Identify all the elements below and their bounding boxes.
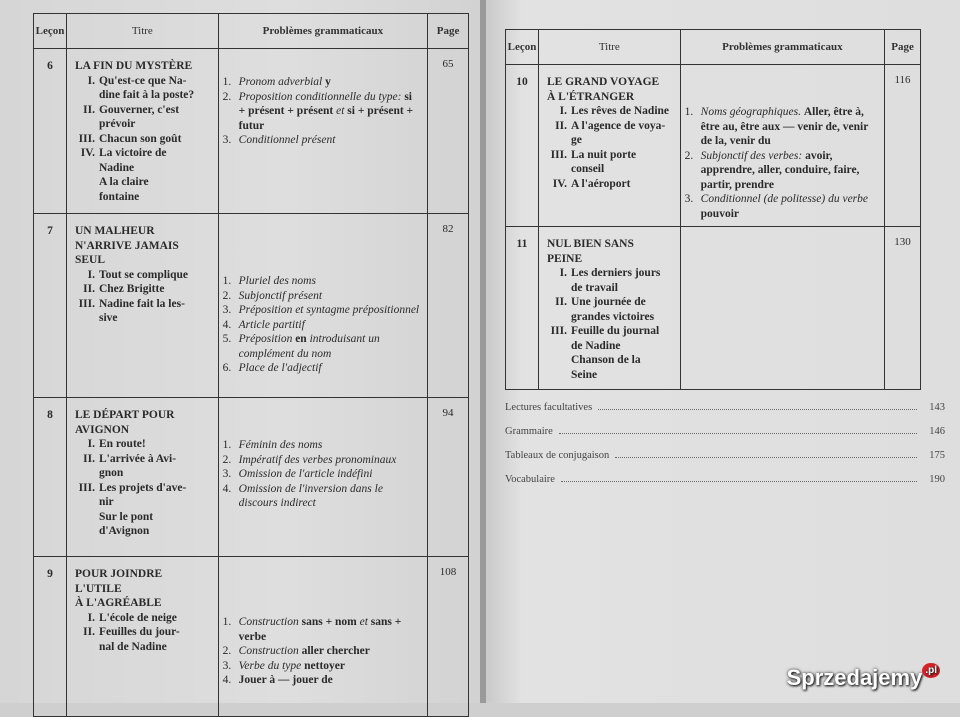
grammar-item-text: [239, 673, 333, 688]
grammar-text-segment: Construction: [238, 616, 302, 628]
lesson-section: [75, 452, 214, 481]
lesson-heading-line: À L'AGRÉABLE: [74, 597, 162, 609]
lesson-section: [75, 481, 214, 539]
appendix-page: 146: [929, 426, 945, 437]
lesson-section: [75, 611, 214, 626]
section-title: [571, 104, 669, 119]
grammar-item-number: 3.: [222, 304, 232, 316]
lesson-number: 11: [506, 227, 539, 390]
dot-leader: [598, 409, 917, 410]
section-title-line: L'arrivée à Avi-: [98, 452, 177, 465]
section-title-line: Seine: [570, 368, 598, 381]
grammar-text-segment: nettoyer: [304, 659, 345, 672]
lesson-heading-line: LE GRAND VOYAGE: [546, 76, 660, 88]
grammar-item-text: [239, 644, 370, 659]
appendix-entry: [505, 450, 945, 461]
grammar-item: [223, 615, 421, 644]
section-title: [99, 437, 146, 452]
section-title-line: Feuille du journal: [570, 325, 660, 337]
grammar-item: [223, 361, 421, 376]
section-title: [571, 148, 636, 177]
section-title-line: Chez Brigitte: [98, 283, 165, 295]
section-title-line: dine fait à la poste?: [98, 89, 195, 101]
grammar-text-segment: Aller, être à, être au, être aux — venir de, venir de la, venir du: [700, 106, 869, 147]
section-title-line: fontaine: [98, 190, 140, 203]
lesson-row: [34, 398, 469, 557]
grammar-item: [223, 289, 421, 304]
lesson-section: [75, 437, 214, 452]
grammar-text-segment: si + présent + futur: [238, 105, 414, 132]
lesson-page-number: 65: [428, 49, 469, 214]
section-title-line: conseil: [570, 163, 605, 175]
lesson-heading-line: N'ARRIVE JAMAIS: [74, 239, 179, 252]
grammar-item: [223, 453, 421, 468]
lesson-title: [66, 49, 218, 214]
section-title-line: nir: [98, 496, 114, 508]
table-header: [34, 14, 469, 49]
section-numeral: II.: [83, 452, 95, 465]
grammar-item-number: 2.: [684, 149, 694, 162]
grammar-text-segment: Noms géographiques.: [700, 106, 804, 118]
section-numeral: I.: [87, 268, 95, 281]
grammar-text-segment: Pluriel des noms: [238, 275, 316, 287]
grammar-item-number: 4.: [222, 482, 232, 495]
grammar-item: [685, 105, 878, 149]
section-numeral: I.: [87, 611, 95, 624]
grammar-item-text: [239, 318, 305, 333]
lesson-page-number: 108: [428, 557, 469, 717]
section-title-line: prévoir: [98, 118, 136, 130]
section-numeral: IV.: [552, 177, 567, 190]
grammar-item-number: 2.: [222, 90, 232, 103]
section-numeral: I.: [87, 74, 95, 87]
lesson-number: 10: [506, 65, 539, 227]
lesson-section: [75, 132, 214, 147]
grammar-text-segment: et: [336, 105, 348, 117]
grammar-text-segment: pouvoir: [700, 207, 739, 220]
grammar-item-number: 2.: [222, 645, 232, 657]
section-title-line: grandes victoires: [570, 310, 655, 323]
watermark-text: Sprzedajemy: [786, 665, 923, 690]
lesson-heading-line: L'UTILE: [74, 582, 122, 595]
section-title: [99, 297, 185, 326]
grammar-item-number: 3.: [222, 468, 232, 480]
grammar-text-segment: Jouer à — jouer de: [238, 674, 333, 686]
lesson-section: [75, 74, 214, 103]
grammar-text-segment: Construction: [238, 645, 302, 657]
grammar-item: [223, 75, 421, 90]
grammar-item: [223, 90, 421, 134]
section-title-line: Les rêves de Nadine: [570, 105, 670, 117]
header-problemes: Problèmes grammaticaux: [218, 14, 427, 49]
grammar-item-text: [239, 438, 323, 453]
appendix-label: Vocabulaire: [505, 474, 555, 485]
section-title-line: Les derniers jours: [570, 267, 661, 279]
lesson-row: [34, 214, 469, 398]
grammar-item: [223, 303, 421, 318]
grammar-text-segment: introduisant un complément du nom: [238, 333, 380, 360]
section-numeral: III.: [78, 132, 95, 145]
appendix-page: 190: [929, 474, 945, 485]
section-numeral: III.: [78, 297, 95, 310]
section-title: [99, 481, 186, 539]
section-title-line: Chanson de la: [570, 354, 641, 366]
grammar-item-number: 4.: [222, 674, 232, 686]
lesson-number: 7: [34, 214, 67, 398]
grammar-text-segment: Conditionnel (de politesse) du verbe: [700, 193, 869, 205]
grammar-text-segment: Impératif des verbes pronominaux: [238, 453, 397, 466]
section-title: [99, 74, 194, 103]
grammar-item-number: 2.: [222, 289, 232, 302]
grammar-item-text: [239, 361, 322, 376]
grammar-item-number: 3.: [222, 659, 232, 672]
lesson-title: [66, 398, 218, 557]
section-title-line: Les projets d'ave-: [98, 481, 187, 494]
section-title-line: A l'aéroport: [570, 177, 631, 190]
grammar-text-segment: en: [295, 333, 307, 345]
grammar-item-number: 5.: [222, 333, 232, 345]
grammar-text-segment: aller chercher: [301, 645, 370, 657]
lesson-section: [75, 103, 214, 132]
grammar-item-text: [239, 453, 397, 468]
section-title-line: Qu'est-ce que Na-: [98, 74, 187, 87]
section-title-line: Sur le pont: [98, 510, 154, 523]
lesson-page-number: 116: [885, 65, 921, 227]
grammar-item-text: [239, 274, 316, 289]
lesson-title: [538, 65, 680, 227]
grammar-text-segment: Pronom adverbial: [238, 76, 326, 88]
grammar-item-text: [239, 75, 331, 90]
grammar-item-text: [701, 192, 878, 221]
lesson-number: 6: [34, 49, 67, 214]
section-title-line: L'école de neige: [98, 611, 177, 624]
appendix-entry: [505, 426, 945, 437]
grammar-item-text: [239, 289, 322, 304]
lesson-row: [506, 227, 921, 390]
section-numeral: III.: [550, 148, 567, 161]
appendix-entry: [505, 474, 945, 485]
grammar-item: [685, 149, 878, 193]
section-title: [571, 119, 665, 148]
section-title-line: La victoire de: [98, 147, 167, 159]
section-numeral: II.: [555, 296, 567, 308]
watermark-logo: [787, 665, 940, 691]
grammar-item-number: 1.: [222, 275, 232, 287]
lesson-title: [66, 557, 218, 717]
lesson-heading-line: LE DÉPART POUR: [74, 409, 175, 421]
section-title: [571, 177, 631, 192]
grammar-item: [223, 482, 421, 511]
appendix-label: Grammaire: [505, 426, 553, 437]
grammar-text-segment: Subjonctif des verbes:: [700, 149, 806, 162]
appendix-label: Tableaux de conjugaison: [505, 450, 610, 461]
lesson-title: [66, 214, 218, 398]
grammar-item-text: [239, 133, 336, 148]
dot-leader: [561, 481, 917, 482]
watermark-suffix: .pl: [922, 663, 940, 678]
lesson-heading-line: SEUL: [74, 254, 106, 266]
lesson-page-number: 130: [885, 227, 921, 390]
section-title: [571, 324, 659, 382]
grammar-text-segment: Préposition: [238, 333, 296, 345]
section-title-line: d'Avignon: [98, 525, 150, 537]
lesson-section: [75, 297, 214, 326]
lesson-page-number: 82: [428, 214, 469, 398]
section-numeral: I.: [559, 267, 567, 279]
grammar-text-segment: si + présent + présent: [238, 90, 412, 117]
grammar-text-segment: sans + nom: [301, 616, 360, 628]
grammar-problems: [218, 214, 427, 398]
grammar-problems: [680, 65, 884, 227]
section-title-line: sive: [98, 312, 118, 324]
grammar-text-segment: Verbe du type: [238, 659, 305, 672]
lesson-title: [538, 227, 680, 390]
grammar-item-number: 6.: [222, 362, 232, 374]
grammar-item: [223, 274, 421, 289]
lesson-number: 8: [34, 398, 67, 557]
lesson-section: [547, 148, 676, 177]
grammar-text-segment: avoir, apprendre, aller, conduire, faire, partir, prendre: [700, 149, 860, 191]
section-numeral: IV.: [80, 147, 95, 159]
lesson-heading-line: POUR JOINDRE: [74, 568, 163, 580]
header-lecon: Leçon: [34, 14, 67, 49]
section-title-line: ge: [570, 134, 582, 146]
lesson-section: [547, 104, 676, 119]
appendix-page: 175: [929, 450, 945, 461]
lesson-section: [547, 324, 676, 382]
grammar-item: [685, 192, 878, 221]
section-title: [99, 282, 164, 297]
lesson-page-number: 94: [428, 398, 469, 557]
grammar-text-segment: Place de l'adjectif: [238, 362, 322, 374]
lesson-heading-line: PEINE: [546, 252, 583, 265]
grammar-text-segment: Subjonctif présent: [238, 289, 323, 302]
grammar-item-number: 1.: [222, 439, 232, 451]
grammar-item-number: 4.: [222, 318, 232, 331]
grammar-problems: [680, 227, 884, 390]
header-titre: Titre: [66, 14, 218, 49]
section-title-line: Chacun son goût: [98, 132, 182, 145]
grammar-item-number: 1.: [222, 76, 232, 88]
header-problemes: Problèmes grammaticaux: [680, 30, 884, 65]
grammar-item-number: 1.: [684, 106, 694, 118]
grammar-item-text: [701, 149, 878, 193]
section-title-line: Feuilles du jour-: [98, 626, 180, 638]
header-page: Page: [885, 30, 921, 65]
dot-leader: [615, 457, 917, 458]
lesson-heading-line: UN MALHEUR: [74, 225, 155, 237]
header-lecon: Leçon: [506, 30, 539, 65]
grammar-text-segment: Féminin des noms: [238, 439, 323, 451]
grammar-text-segment: Article partitif: [238, 318, 305, 331]
section-title-line: Gouverner, c'est: [98, 103, 180, 116]
grammar-item: [223, 467, 421, 482]
grammar-item-text: [701, 105, 878, 149]
grammar-item-text: [239, 332, 421, 361]
grammar-item: [223, 332, 421, 361]
book-gutter: [480, 0, 486, 703]
section-numeral: I.: [87, 438, 95, 450]
grammar-item-number: 3.: [222, 134, 232, 146]
section-title-line: de Nadine: [570, 339, 621, 352]
grammar-item: [223, 438, 421, 453]
grammar-text-segment: Omission de l'article indéfini: [238, 468, 373, 480]
table-header: [506, 30, 921, 65]
grammar-text-segment: y: [325, 76, 331, 88]
section-title-line: En route!: [98, 438, 146, 450]
lesson-section: [547, 295, 676, 324]
grammar-item-number: 1.: [222, 616, 232, 628]
grammar-item-text: [239, 303, 419, 318]
grammar-item-text: [239, 90, 421, 134]
section-numeral: II.: [555, 119, 567, 132]
grammar-text-segment: Proposition conditionnelle du type:: [238, 90, 405, 103]
lesson-row: [506, 65, 921, 227]
grammar-problems: [218, 557, 427, 717]
grammar-problems: [218, 49, 427, 214]
grammar-item-text: [239, 467, 373, 482]
section-title-line: gnon: [98, 467, 124, 479]
section-title-line: A la claire: [98, 176, 149, 188]
grammar-item-number: 3.: [684, 193, 694, 205]
section-title: [99, 625, 180, 654]
grammar-text-segment: Omission de l'inversion dans le discours indirect: [238, 482, 383, 509]
section-title-line: Nadine fait la les-: [98, 297, 185, 310]
section-numeral: II.: [83, 103, 95, 116]
grammar-text-segment: et: [359, 616, 371, 628]
grammar-text-segment: sans + verbe: [238, 616, 402, 643]
section-title-line: La nuit porte: [570, 148, 637, 161]
section-title: [99, 452, 176, 481]
section-title: [571, 266, 660, 295]
grammar-item-text: [239, 482, 421, 511]
contents-table-left: [33, 13, 469, 717]
grammar-item: [223, 644, 421, 659]
contents-table-right: [505, 29, 921, 390]
lesson-number: 9: [34, 557, 67, 717]
grammar-text-segment: Conditionnel présent: [238, 134, 336, 146]
appendix-page: 143: [929, 402, 945, 413]
section-title: [99, 132, 181, 147]
section-title-line: de travail: [570, 281, 618, 294]
section-numeral: III.: [550, 325, 567, 337]
section-title-line: nal de Nadine: [98, 640, 167, 653]
lesson-section: [547, 119, 676, 148]
grammar-item: [223, 659, 421, 674]
grammar-text-segment: Préposition et syntagme prépositionnel: [238, 304, 420, 316]
lesson-section: [75, 146, 214, 204]
appendix-label: Lectures facultatives: [505, 402, 593, 413]
section-title-line: Une journée de: [570, 296, 646, 308]
section-title: [99, 103, 179, 132]
section-title-line: A l'agence de voya-: [570, 119, 666, 132]
lesson-heading-line: LA FIN DU MYSTÈRE: [74, 60, 193, 72]
section-numeral: II.: [83, 283, 95, 295]
section-numeral: I.: [559, 105, 567, 117]
lesson-section: [75, 268, 214, 283]
section-title-line: Nadine: [98, 161, 135, 174]
grammar-item-text: [239, 659, 345, 674]
lesson-heading-line: NUL BIEN SANS: [546, 238, 634, 250]
header-titre: Titre: [538, 30, 680, 65]
section-title-line: Tout se complique: [98, 268, 189, 281]
section-numeral: II.: [83, 626, 95, 638]
section-numeral: III.: [78, 481, 95, 494]
dot-leader: [559, 433, 917, 434]
grammar-item-text: [239, 615, 421, 644]
section-title: [99, 146, 167, 204]
lesson-heading-line: AVIGNON: [74, 423, 130, 436]
lesson-section: [547, 177, 676, 192]
lesson-section: [75, 625, 214, 654]
grammar-problems: [218, 398, 427, 557]
lesson-section: [547, 266, 676, 295]
lesson-heading-line: À L'ÉTRANGER: [546, 90, 635, 103]
lesson-section: [75, 282, 214, 297]
lesson-row: [34, 49, 469, 214]
grammar-item: [223, 673, 421, 688]
grammar-item-number: 2.: [222, 453, 232, 466]
appendix-entry: [505, 402, 945, 413]
grammar-item: [223, 318, 421, 333]
section-title: [99, 268, 188, 283]
header-page: Page: [428, 14, 469, 49]
lesson-row: [34, 557, 469, 717]
section-title: [571, 295, 654, 324]
grammar-item: [223, 133, 421, 148]
section-title: [99, 611, 177, 626]
